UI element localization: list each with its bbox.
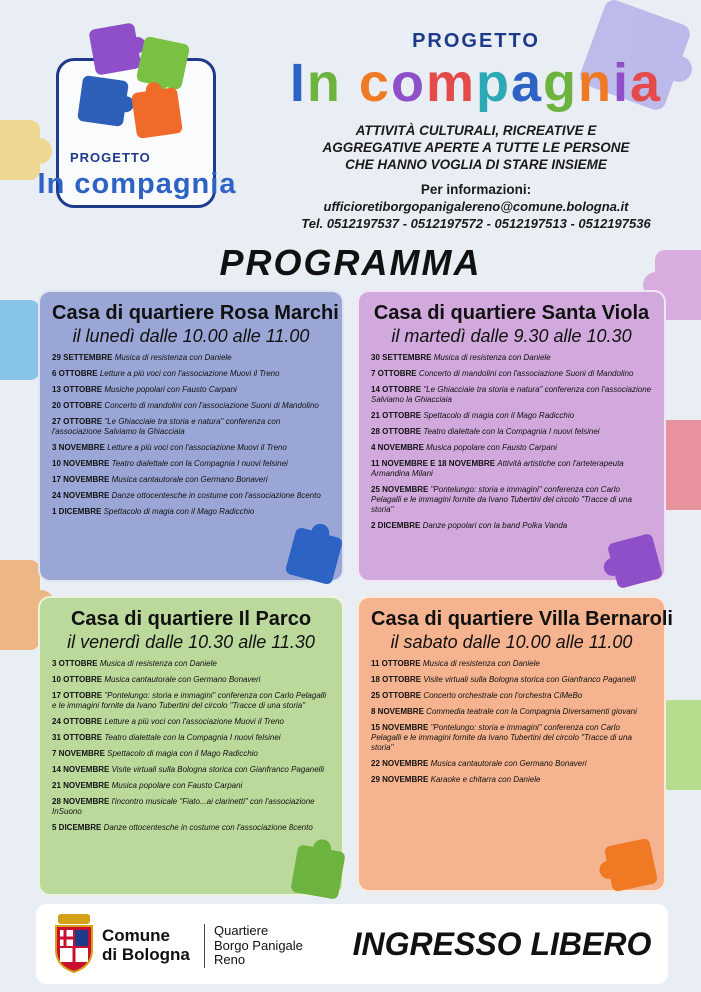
event-item xyxy=(52,659,330,669)
puzzle-icon xyxy=(77,75,129,127)
event-item xyxy=(52,443,330,453)
event-date: 6 OTTOBRE xyxy=(52,369,100,378)
project-name-letter: m xyxy=(425,53,476,113)
event-date: 28 OTTOBRE xyxy=(371,427,424,436)
programma-heading: PROGRAMMA xyxy=(219,242,482,283)
panel-schedule: il martedì dalle 9.30 alle 10.30 xyxy=(391,326,632,346)
event-date: 24 OTTOBRE xyxy=(52,717,105,726)
event-item xyxy=(371,659,652,669)
project-name-letter: I xyxy=(289,53,307,113)
quartiere-line: Reno xyxy=(214,952,246,967)
event-date: 3 OTTOBRE xyxy=(52,659,100,668)
event-date: 31 OTTOBRE xyxy=(52,733,105,742)
event-date: 1 DICEMBRE xyxy=(52,507,104,516)
event-list xyxy=(371,659,652,785)
comune-label xyxy=(102,926,190,964)
project-name-letter: n xyxy=(578,53,614,113)
event-date: 25 NOVEMBRE xyxy=(371,485,431,494)
info-email[interactable]: ufficioretiborgopanigalereno@comune.bologna.it xyxy=(323,199,629,214)
event-item xyxy=(52,507,330,517)
event-description: Musica di resistenza con Daniele xyxy=(114,353,232,362)
event-list xyxy=(52,353,330,517)
event-description: Spettacolo di magia con il Mago Radicchio xyxy=(107,749,258,758)
event-description: "Pontelungo: storia e immagini" conferenza con Carlo Pelagalli e le immagini fornite da Ivano Tubertini del circolo "Tracce di una storia" xyxy=(371,485,632,514)
event-date: 21 NOVEMBRE xyxy=(52,781,112,790)
event-list xyxy=(52,659,330,833)
event-date: 29 NOVEMBRE xyxy=(371,775,431,784)
event-item xyxy=(52,691,330,711)
event-item xyxy=(371,427,652,437)
event-description: Teatro dialettale con la Compagnia I nuovi felsinei xyxy=(111,459,288,468)
event-item xyxy=(52,353,330,363)
event-description: "Le Ghiacciaie tra storia e natura" conferenza con l'associazione Salviamo la Ghiacciaia xyxy=(52,417,281,436)
puzzle-icon xyxy=(88,22,141,75)
event-description: Visite virtuali sulla Bologna storica con Gianfranco Paganelli xyxy=(423,675,636,684)
panel-title: Casa di quartiere Rosa Marchi xyxy=(52,302,339,324)
event-description: Spettacolo di magia con il Mago Radicchio xyxy=(103,507,255,516)
event-description: Musica popolare con Fausto Carpani xyxy=(426,443,557,452)
quartiere-line: Quartiere xyxy=(214,923,269,938)
event-description: Danze ottocentesche in costume con l'associazione 8cento xyxy=(111,491,321,500)
event-item xyxy=(52,733,330,743)
project-name-letter: g xyxy=(543,53,579,113)
tagline-line: ATTIVITÀ CULTURALI, RICREATIVE E xyxy=(355,123,597,138)
panel-title: Casa di quartiere Villa Bernaroli xyxy=(371,608,673,630)
event-date: 25 OTTOBRE xyxy=(371,691,424,700)
event-date: 7 NOVEMBRE xyxy=(52,749,108,758)
comune-line: di Bologna xyxy=(102,945,190,964)
event-date: 11 OTTOBRE xyxy=(371,659,423,668)
ingresso-libero: INGRESSO LIBERO xyxy=(352,926,652,962)
event-item xyxy=(371,443,652,453)
panel-schedule: il lunedì dalle 10.00 alle 11.00 xyxy=(72,326,310,346)
event-item xyxy=(52,369,330,379)
event-description: Attività artistiche con l'arteterapeuta Armandina Milani xyxy=(371,459,624,478)
event-item xyxy=(52,491,330,501)
event-item xyxy=(371,759,652,769)
project-name-letter: p xyxy=(475,53,511,113)
event-date: 17 OTTOBRE xyxy=(52,691,105,700)
event-description: "Pontelungo: storia e immagini" conferenza con Carlo Pelagalli e le immagini fornite da Ivano Tubertini del circolo "Tracce di una storia" xyxy=(52,691,327,710)
background-puzzle-piece xyxy=(0,300,40,380)
event-description: Musica cantautorale con Germano Bonaveri xyxy=(430,759,587,768)
event-description: Danze popolari con la band Polka Vanda xyxy=(422,521,568,530)
event-item xyxy=(371,411,652,421)
event-item xyxy=(371,459,652,479)
tagline-line: CHE HANNO VOGLIA DI STARE INSIEME xyxy=(345,157,607,172)
event-item xyxy=(52,823,330,833)
event-description: Danze ottocentesche in costume con l'associazione 8cento xyxy=(103,823,313,832)
panel-santa-viola xyxy=(357,290,666,582)
puzzle-icon xyxy=(604,838,659,893)
project-name-letter: i xyxy=(613,53,631,113)
event-item xyxy=(371,485,652,515)
event-date: 28 NOVEMBRE xyxy=(52,797,112,806)
event-description: Visite virtuali sulla Bologna storica con Gianfranco Paganelli xyxy=(111,765,324,774)
event-description: Spettacolo di magia con il Mago Radicchio xyxy=(423,411,575,420)
tagline-line: AGGREGATIVE APERTE A TUTTE LE PERSONE xyxy=(322,140,630,155)
event-item xyxy=(52,797,330,817)
event-description: Commedia teatrale con la Compagnia Diversamenti giovani xyxy=(426,707,637,716)
event-item xyxy=(371,707,652,717)
event-item xyxy=(371,691,652,701)
event-description: Musica di resistenza con Daniele xyxy=(433,353,551,362)
event-description: Letture a più voci con l'associazione Muovi il Treno xyxy=(99,369,280,378)
bologna-crest-icon xyxy=(52,912,96,974)
project-name-letter xyxy=(342,53,359,113)
event-date: 2 DICEMBRE xyxy=(371,521,423,530)
event-description: Musiche popolari con Fausto Carpani xyxy=(104,385,237,394)
event-item xyxy=(52,401,330,411)
event-description: l'incontro musicale "Fiato...ai clarinetti" con l'associazione InSuono xyxy=(52,797,315,816)
event-date: 8 NOVEMBRE xyxy=(371,707,427,716)
event-date: 20 OTTOBRE xyxy=(52,401,105,410)
event-description: Teatro dialettale con la Compagnia I nuovi felsinei xyxy=(423,427,600,436)
project-name-letter: c xyxy=(358,53,391,113)
panel-title: Casa di quartiere Santa Viola xyxy=(373,302,650,324)
event-description: Musica cantautorale con Germano Bonaveri xyxy=(111,475,268,484)
event-description: Teatro dialettale con la Compagnia I nuovi felsinei xyxy=(104,733,281,742)
project-name-letter: n xyxy=(306,53,342,113)
event-date: 10 NOVEMBRE xyxy=(52,459,112,468)
info-phone: Tel. 0512197537 - 0512197572 - 0512197513 - 0512197536 xyxy=(301,216,651,231)
event-date: 22 NOVEMBRE xyxy=(371,759,431,768)
event-date: 24 NOVEMBRE xyxy=(52,491,112,500)
event-date: 11 NOVEMBRE E 18 NOVEMBRE xyxy=(371,459,498,468)
project-name-text xyxy=(290,53,662,113)
panel-title: Casa di quartiere Il Parco xyxy=(70,608,312,630)
event-list xyxy=(371,353,652,531)
event-description: Letture a più voci con l'associazione Muovi il Treno xyxy=(104,717,285,726)
project-name xyxy=(260,53,692,113)
event-item xyxy=(52,749,330,759)
event-description: Karaoke e chitarra con Daniele xyxy=(430,775,541,784)
event-date: 17 NOVEMBRE xyxy=(52,475,112,484)
event-item xyxy=(371,723,652,753)
event-item xyxy=(52,459,330,469)
project-title: PROGETTO xyxy=(412,30,540,52)
event-date: 13 OTTOBRE xyxy=(52,385,105,394)
event-description: Concerto orchestrale con l'orchestra CiMeBo xyxy=(423,691,583,700)
event-description: Musica cantautorale con Germano Bonaveri xyxy=(104,675,261,684)
event-item xyxy=(371,521,652,531)
background-puzzle-piece xyxy=(660,700,701,790)
event-item xyxy=(52,475,330,485)
event-item xyxy=(52,781,330,791)
comune-line: Comune xyxy=(102,926,170,945)
event-item xyxy=(371,353,652,363)
background-puzzle-piece xyxy=(0,560,40,650)
event-item xyxy=(371,675,652,685)
event-date: 14 OTTOBRE xyxy=(371,385,424,394)
event-date: 18 OTTOBRE xyxy=(371,675,424,684)
event-description: Musica di resistenza con Daniele xyxy=(99,659,217,668)
event-description: Musica di resistenza con Daniele xyxy=(422,659,540,668)
event-item xyxy=(52,717,330,727)
logo-name: In compagnia xyxy=(37,168,237,200)
event-date: 3 NOVEMBRE xyxy=(52,443,108,452)
event-item xyxy=(371,369,652,379)
project-name-letter: a xyxy=(510,53,544,113)
panel-schedule: il sabato dalle 10.00 alle 11.00 xyxy=(390,632,633,652)
event-description: Letture a più voci con l'associazione Muovi il Treno xyxy=(107,443,287,452)
event-description: "Le Ghiacciaie tra storia e natura" conferenza con l'associazione Salviamo la Ghiacciaia xyxy=(371,385,652,404)
puzzle-icon xyxy=(290,844,346,900)
event-description: Concerto di mandolini con l'associazione Suoni di Mandolino xyxy=(418,369,634,378)
event-item xyxy=(52,417,330,437)
event-date: 29 SETTEMBRE xyxy=(52,353,115,362)
event-date: 5 DICEMBRE xyxy=(52,823,104,832)
info-title: Per informazioni: xyxy=(420,182,532,197)
event-date: 14 NOVEMBRE xyxy=(52,765,112,774)
quartiere-line: Borgo Panigale xyxy=(214,937,303,953)
event-date: 7 OTTOBRE xyxy=(371,369,419,378)
divider xyxy=(204,924,205,968)
quartiere-label xyxy=(214,924,303,968)
event-item xyxy=(371,775,652,785)
event-date: 27 OTTOBRE xyxy=(52,417,105,426)
event-item xyxy=(52,765,330,775)
event-date: 30 SETTEMBRE xyxy=(371,353,434,362)
footer xyxy=(36,904,668,984)
event-description: "Pontelungo: storia e immagini" conferenza con Carlo Pelagalli e le immagini fornite da Ivano Tubertini del circolo "Tracce di una storia" xyxy=(371,723,632,752)
event-item xyxy=(52,385,330,395)
event-date: 4 NOVEMBRE xyxy=(371,443,427,452)
event-item xyxy=(52,675,330,685)
puzzle-icon xyxy=(131,87,183,139)
panel-schedule: il venerdì dalle 10.30 alle 11.30 xyxy=(67,632,315,652)
header xyxy=(260,18,692,246)
event-item xyxy=(371,385,652,405)
event-description: Musica popolare con Fausto Carpani xyxy=(111,781,243,790)
event-description: Concerto di mandolini con l'associazione Suoni di Mandolino xyxy=(104,401,319,410)
logo-label: PROGETTO xyxy=(70,150,151,165)
project-name-letter: a xyxy=(630,53,663,113)
puzzle-icon xyxy=(136,36,191,91)
project-logo xyxy=(22,18,252,218)
project-name-letter: o xyxy=(390,53,426,113)
event-date: 21 OTTOBRE xyxy=(371,411,424,420)
event-date: 15 NOVEMBRE xyxy=(371,723,431,732)
tagline xyxy=(260,122,692,173)
event-date: 10 OTTOBRE xyxy=(52,675,105,684)
